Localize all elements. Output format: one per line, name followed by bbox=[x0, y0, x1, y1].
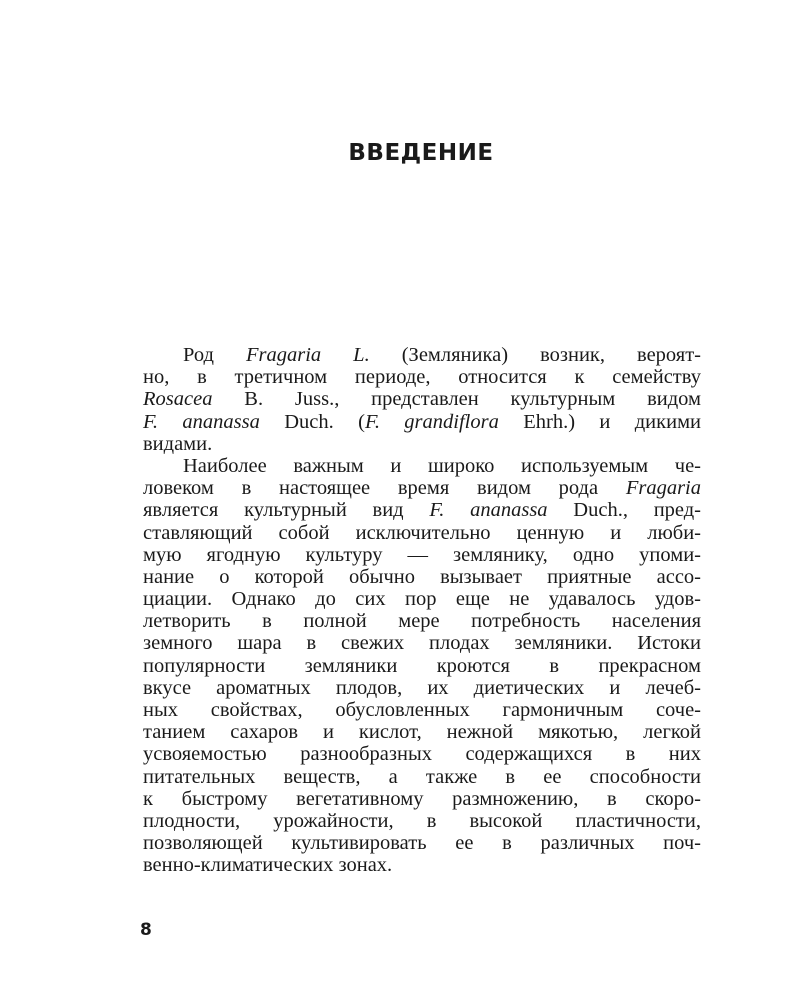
text-run: мую ягодную культуру — землянику, одно упоми- bbox=[143, 543, 701, 566]
text-line bbox=[143, 699, 701, 721]
text-run: Наиболее важным и широко используемым че- bbox=[183, 454, 701, 477]
text-run: к быстрому вегетативному размножению, в скоро- bbox=[143, 787, 701, 810]
paragraph bbox=[143, 455, 701, 877]
paragraph bbox=[143, 344, 701, 455]
text-run: нание о которой обычно вызывает приятные ассо- bbox=[143, 565, 701, 588]
text-run: ных свойствах, обусловленных гармоничным соче- bbox=[143, 699, 701, 721]
text-line bbox=[143, 433, 701, 455]
text-run: усвояемостью разнообразных содержащихся в них bbox=[143, 743, 701, 766]
text-run: видами. bbox=[143, 432, 213, 455]
text-line bbox=[143, 655, 701, 677]
italic-term: F. ananassa bbox=[143, 410, 260, 433]
page-number: 8 bbox=[140, 920, 152, 940]
italic-term: F. ananassa bbox=[429, 499, 548, 522]
text-line bbox=[143, 632, 701, 654]
text-line bbox=[143, 411, 701, 433]
text-run: ставляющий собой исключительно ценную и люби- bbox=[143, 521, 701, 544]
text-run: венно-климатических зонах. bbox=[143, 854, 393, 877]
text-line bbox=[143, 455, 701, 477]
text-run: позволяющей культивировать ее в различных поч- bbox=[143, 832, 701, 855]
text-run: вкусе ароматных плодов, их диетических и лечеб- bbox=[143, 676, 701, 699]
text-line bbox=[143, 388, 701, 410]
text-line bbox=[143, 477, 701, 499]
italic-term: F. grandiflora bbox=[364, 410, 499, 433]
body-text bbox=[143, 344, 701, 877]
text-run: (Земляника) возник, вероят- bbox=[369, 344, 701, 366]
text-run: Duch., пред- bbox=[547, 499, 701, 522]
text-run: Род bbox=[183, 344, 246, 366]
text-line bbox=[143, 810, 701, 832]
italic-term: Fragaria L. bbox=[246, 344, 370, 366]
text-run: популярности земляники кроются в прекрасном bbox=[143, 654, 701, 677]
text-run: питательных веществ, а также в ее способности bbox=[143, 765, 701, 788]
text-line bbox=[143, 588, 701, 610]
text-line bbox=[143, 743, 701, 765]
text-run: B. Juss., представлен культурным видом bbox=[212, 388, 701, 411]
text-run: Ehrh.) и дикими bbox=[498, 410, 702, 433]
text-line bbox=[143, 544, 701, 566]
text-line bbox=[143, 766, 701, 788]
text-run: циации. Однако до сих пор еще не удавалось удов- bbox=[143, 588, 701, 611]
text-run: является культурный вид bbox=[143, 499, 430, 522]
text-line bbox=[143, 677, 701, 699]
text-line bbox=[143, 610, 701, 632]
text-line bbox=[143, 721, 701, 743]
text-run: танием сахаров и кислот, нежной мякотью, легкой bbox=[143, 721, 701, 744]
chapter-title: ВВЕДЕНИЕ bbox=[348, 140, 494, 166]
text-line bbox=[143, 522, 701, 544]
text-run: земного шара в свежих плодах земляники. Истоки bbox=[143, 632, 701, 655]
text-line bbox=[143, 832, 701, 854]
text-line bbox=[143, 854, 701, 876]
text-line bbox=[143, 366, 701, 388]
text-line bbox=[143, 788, 701, 810]
text-run: ловеком в настоящее время видом рода bbox=[143, 477, 626, 500]
text-line bbox=[143, 499, 701, 521]
text-line bbox=[143, 344, 701, 366]
italic-term: Rosacea bbox=[143, 388, 213, 411]
text-run: Duch. ( bbox=[259, 410, 365, 433]
text-run: но, в третичном периоде, относится к семейству bbox=[143, 366, 701, 389]
text-run: летворить в полной мере потребность населения bbox=[143, 610, 701, 633]
text-run: плодности, урожайности, в высокой пластичности, bbox=[143, 809, 701, 832]
italic-term: Fragaria bbox=[625, 477, 701, 500]
text-line bbox=[143, 566, 701, 588]
